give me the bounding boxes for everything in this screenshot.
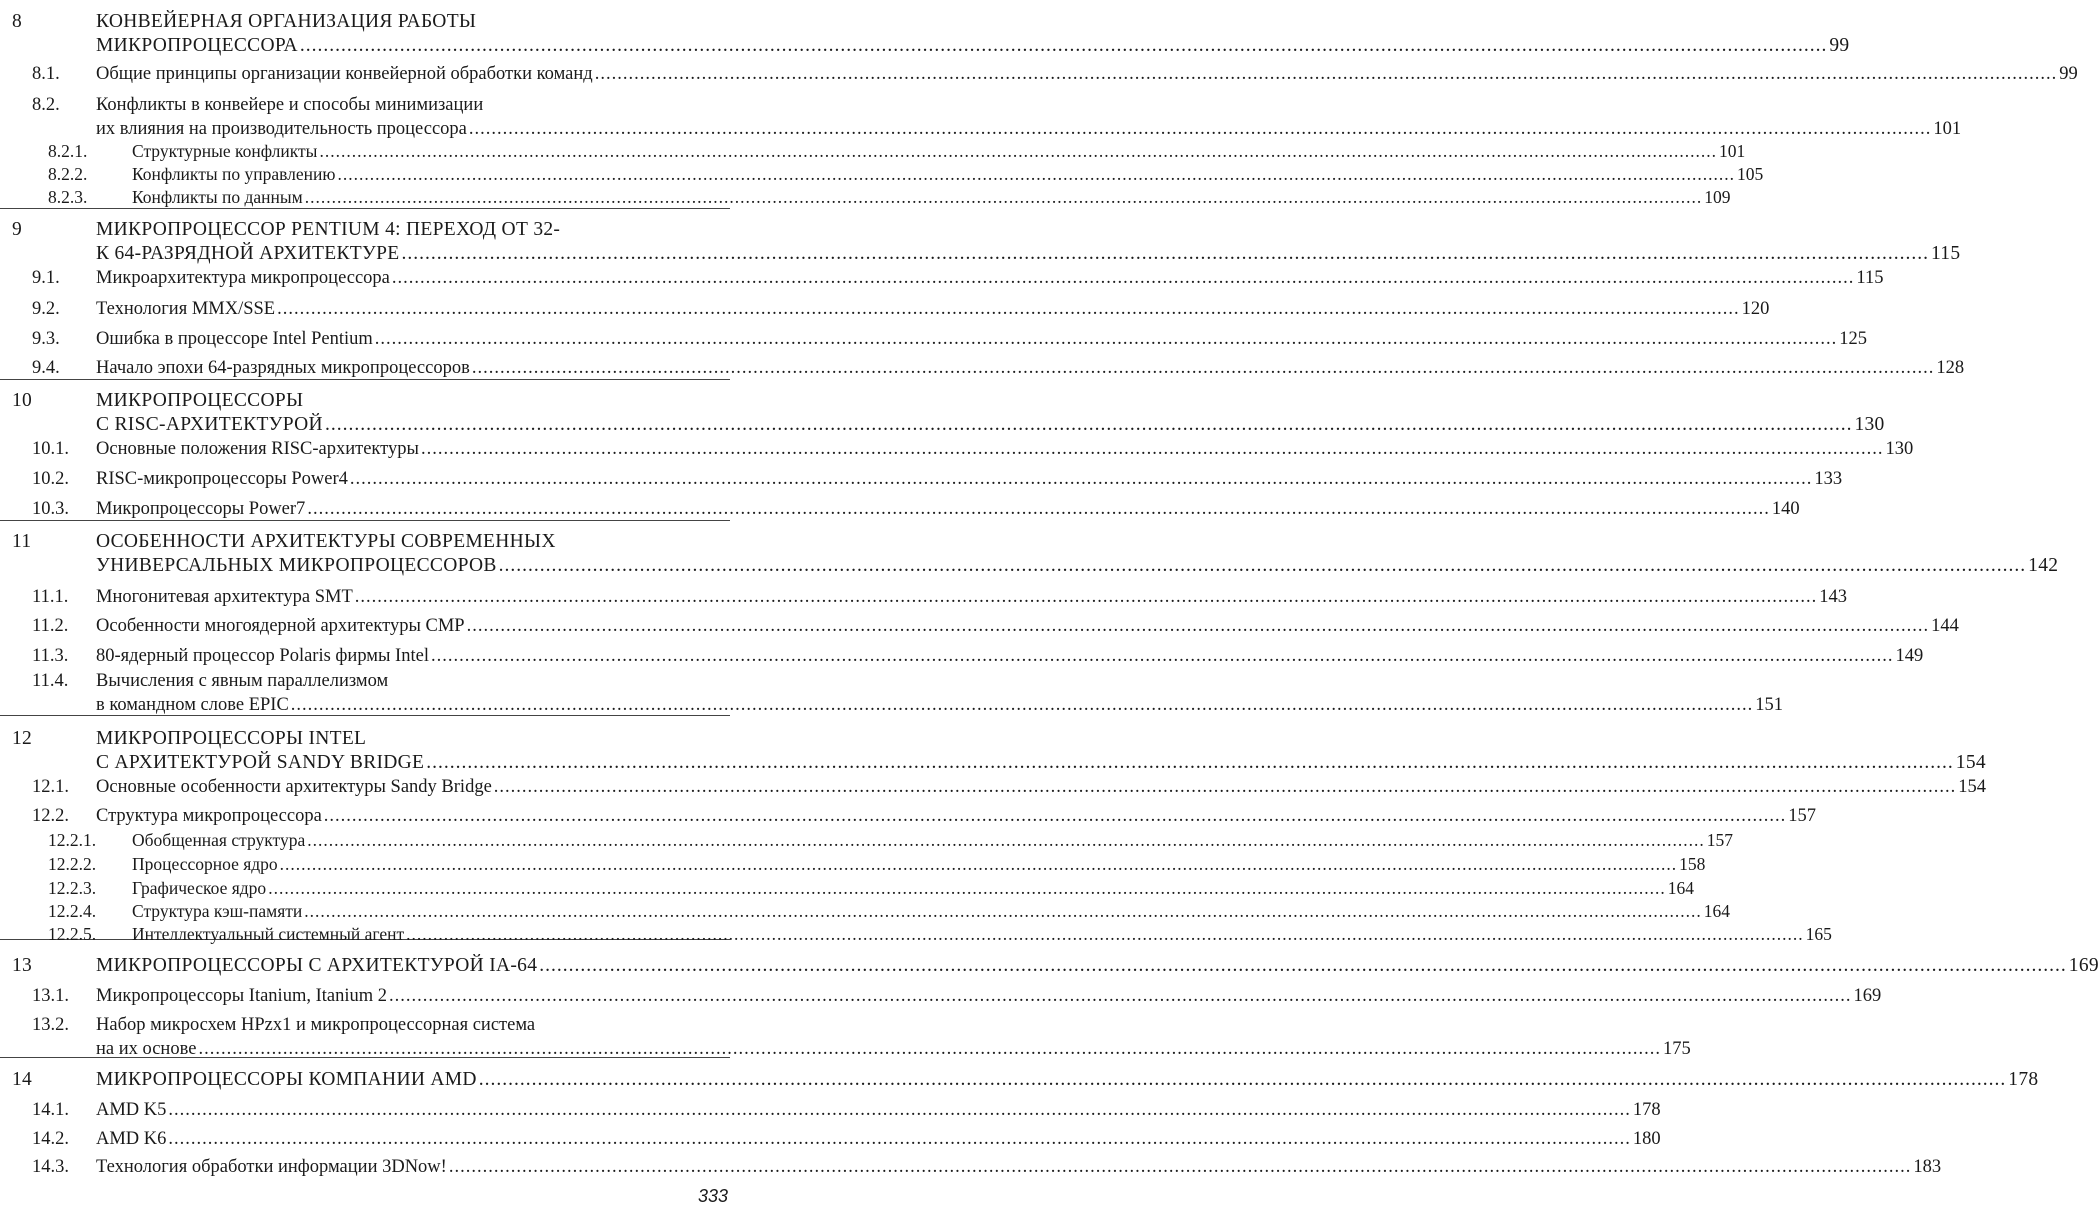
toc-entry-number: 13.2. [32,1015,69,1035]
toc-entry-title [96,497,1800,521]
toc-entry-line [0,266,1884,290]
toc-entry-line [0,62,2078,86]
toc-entry-line [0,899,1731,923]
toc-entry-page: 115 [1930,243,1961,264]
toc-entry-title-text: Конфликты в конвейере и способы минимизации [96,95,484,115]
toc-entry-title-text: МИКРОПРОЦЕССОРЫ КОМПАНИИ AMD [96,1069,477,1090]
toc-entry-title-text: Многонитевая архитектура SMT [96,587,353,607]
toc-entry-number: 13.1. [32,986,69,1006]
page-number: 333 [697,1186,728,1206]
toc-entry-number: 8.2.1. [48,141,88,161]
toc-entry-title [96,727,366,751]
toc-entry-title [96,804,1817,828]
toc-entry-title-text: Графическое ядро [132,878,267,898]
toc-entry-title [96,751,1986,775]
dot-leader: .................................................................................................................................................................................................................................................................... [401,243,1929,264]
dot-leader: .................................................................................................................................................................................................................................................................... [304,187,1703,207]
toc-entry-title-text: Технология MMX/SSE [96,299,276,319]
toc-entry-line [0,954,2099,978]
toc-entry-line [0,117,1962,141]
toc-entry-line [0,162,1764,186]
dot-leader: .................................................................................................................................................................................................................................................................... [304,901,1702,921]
toc-entry-page: 120 [1741,299,1770,319]
dot-leader: .................................................................................................................................................................................................................................................................... [493,777,1957,797]
dot-leader: .................................................................................................................................................................................................................................................................... [319,141,1717,161]
toc-entry-title-text: Структура кэш-памяти [132,901,303,921]
dot-leader: .................................................................................................................................................................................................................................................................... [420,439,1884,459]
toc-entry-page: 105 [1736,164,1764,184]
dot-leader: .................................................................................................................................................................................................................................................................... [471,358,1935,378]
toc-entry-number: 8 [12,11,23,32]
toc-entry-page: 157 [1788,806,1817,826]
toc-entry-title-text: Интеллектуальный системный агент [132,924,405,944]
toc-entry-page: 99 [1829,35,1850,56]
toc-entry-page: 183 [1913,1157,1942,1177]
toc-entry-title-text: RISC-микропроцессоры Power4 [96,469,348,489]
toc-entry-title [96,437,1914,461]
toc-entry-number: 11.4. [32,671,69,691]
toc-entry-page: 178 [1632,1100,1661,1120]
toc-entry-number: 8.2. [32,95,60,115]
toc-entry-title-text: Структура микропроцессора [96,806,322,826]
toc-entry-title-text: С АРХИТЕКТУРОЙ SANDY BRIDGE [96,752,425,773]
dot-leader: .................................................................................................................................................................................................................................................................... [277,299,1740,319]
toc-entry-number: 10 [12,390,33,411]
toc-entry-line [0,669,748,693]
toc-entry-title [96,62,2078,86]
toc-entry-title-text: МИКРОПРОЦЕССОРЫ [96,390,304,411]
toc-entry-title [96,242,1961,266]
toc-entry-number: 14.3. [32,1157,69,1177]
toc-entry-line [0,1127,1661,1151]
toc-entry-line [0,1037,1691,1061]
toc-entry-title-text: Ошибка в процессоре Intel Pentium [96,329,373,349]
toc-entry-title [96,389,303,413]
dot-leader: .................................................................................................................................................................................................................................................................... [198,1039,1661,1059]
toc-entry-page: 164 [1703,901,1731,921]
dot-leader: .................................................................................................................................................................................................................................................................... [168,1100,1631,1120]
dot-leader: .................................................................................................................................................................................................................................................................... [290,695,1754,715]
toc-entry-title-text: 80-ядерный процессор Polaris фирмы Intel [96,646,429,666]
toc-entry-number: 12.2.2. [48,854,97,874]
toc-entry-page: 101 [1933,119,1962,139]
toc-entry-title [132,922,1832,946]
toc-entry-title-text: Технология обработки информации 3DNow! [96,1157,447,1177]
toc-entry-number: 9.1. [32,268,60,288]
toc-entry-line [0,10,748,34]
toc-entry-title-text: К 64-РАЗРЯДНОЙ АРХИТЕКТУРЕ [96,243,400,264]
toc-entry-page: 178 [2008,1069,2039,1090]
toc-entry-title [132,899,1731,923]
dot-leader: .................................................................................................................................................................................................................................................................... [307,499,1770,519]
toc-entry-number: 9 [12,219,23,240]
toc-entry-title-text: Микроархитектура микропроцессора [96,268,390,288]
toc-entry-title [96,1127,1661,1151]
toc-entry-line [0,585,1848,609]
toc-entry-number: 9.4. [32,358,60,378]
toc-entry-title-text: AMD K6 [96,1129,167,1149]
toc-entry-title-text: МИКРОПРОЦЕССОР PENTIUM 4: ПЕРЕХОД ОТ 32- [96,219,561,240]
toc-entry-line [0,644,1924,668]
dot-leader: .................................................................................................................................................................................................................................................................... [539,955,2067,976]
dot-leader: .................................................................................................................................................................................................................................................................... [430,646,1894,666]
toc-entry-page: 180 [1632,1129,1661,1149]
toc-entry-line [0,876,1694,900]
toc-entry-title-text: МИКРОПРОЦЕССОРЫ INTEL [96,728,367,749]
toc-entry-number: 8.1. [32,64,60,84]
toc-entry-title-text: в командном слове EPIC [96,695,289,715]
toc-entry-page: 169 [2068,955,2099,976]
toc-entry-number: 12.2.3. [48,878,97,898]
toc-entry-title [96,554,2059,578]
toc-entry-number: 12.2.1. [48,830,97,850]
toc-entry-line [0,297,1770,321]
toc-entry-title-text: AMD K5 [96,1100,167,1120]
toc-entry-line [0,775,1987,799]
toc-entry-number: 12.2. [32,806,69,826]
toc-entry-title-text: Структурные конфликты [132,141,318,161]
toc-entry-line [0,93,748,117]
toc-entry-page: 151 [1755,695,1784,715]
dot-leader: .................................................................................................................................................................................................................................................................... [337,164,1735,184]
toc-entry-page: 149 [1895,646,1924,666]
toc-entry-title [96,644,1924,668]
toc-entry-line [0,242,1961,266]
dot-leader: .................................................................................................................................................................................................................................................................... [426,752,1954,773]
toc-entry-line [0,139,1746,163]
dot-leader: .................................................................................................................................................................................................................................................................... [389,986,1852,1006]
toc-entry-title-text: Набор микросхем HPzx1 и микропроцессорная система [96,1015,536,1035]
toc-entry-title-text: Конфликты по управлению [132,164,336,184]
toc-entry-page: 99 [2059,64,2078,84]
toc-entry-line [0,727,748,751]
dot-leader: .................................................................................................................................................................................................................................................................... [168,1129,1631,1149]
toc-entry-title [96,10,476,34]
dot-leader: .................................................................................................................................................................................................................................................................... [478,1069,2007,1090]
toc-entry-page: 144 [1931,616,1959,636]
toc-entry-number: 10.3. [32,499,69,519]
toc-entry-line [0,185,1731,209]
toc-entry-title [96,669,388,693]
dot-leader: .................................................................................................................................................................................................................................................................... [324,414,1853,435]
toc-entry-title [96,954,2099,978]
toc-entry-line [0,467,1843,491]
toc-entry-title [96,356,1965,380]
dot-leader: .................................................................................................................................................................................................................................................................... [307,830,1705,850]
toc-entry-page: 125 [1839,329,1868,349]
toc-entry-number: 12 [12,728,33,749]
toc-entry-title [96,1155,1942,1179]
toc-entry-title-text: УНИВЕРСАЛЬНЫХ МИКРОПРОЦЕССОРОВ [96,555,497,576]
toc-entry-line [0,852,1706,876]
toc-entry-title [132,185,1731,209]
toc-entry-title-text: Обобщенная структура [132,830,306,850]
toc-entry-title-text: Процессорное ядро [132,854,278,874]
dot-leader: .................................................................................................................................................................................................................................................................... [279,854,1678,874]
toc-entry-title-text: Конфликты по данным [132,187,303,207]
toc-entry-number: 14.1. [32,1100,69,1120]
toc-entry-line [0,34,1850,58]
toc-entry-title [132,852,1706,876]
toc-entry-line [0,327,1868,351]
toc-entry-title [132,162,1764,186]
toc-entry-title [96,117,1962,141]
toc-entry-page: 165 [1805,924,1832,944]
toc-entry-title [96,984,1882,1008]
toc-entry-title-text: их влияния на производительность процессора [96,119,467,139]
toc-entry-number: 11 [12,531,32,552]
dot-leader: .................................................................................................................................................................................................................................................................... [498,555,2027,576]
toc-entry-line [0,530,748,554]
toc-entry-line [0,751,1986,775]
toc-entry-title [96,530,556,554]
toc-entry-title [96,266,1884,290]
toc-entry-page: 140 [1771,499,1800,519]
toc-entry-title-text: ОСОБЕННОСТИ АРХИТЕКТУРЫ СОВРЕМЕННЫХ [96,531,556,552]
toc-entry-title [96,93,483,117]
toc-entry-title-text: Вычисления с явным параллелизмом [96,671,389,691]
toc-entry-number: 8.2.3. [48,187,88,207]
toc-entry-title-text: Общие принципы организации конвейерной обработки команд [96,64,593,84]
toc-entry-title-text: МИКРОПРОЦЕССОРЫ С АРХИТЕКТУРОЙ IA-64 [96,955,538,976]
dot-leader: .................................................................................................................................................................................................................................................................... [594,64,2058,84]
toc-entry-number: 14.2. [32,1129,69,1149]
toc-entry-title [132,876,1694,900]
toc-entry-title-text: КОНВЕЙЕРНАЯ ОРГАНИЗАЦИЯ РАБОТЫ [96,11,477,32]
toc-entry-page: 130 [1854,414,1885,435]
toc-entry-line [0,497,1800,521]
toc-entry-title-text: Микропроцессоры Power7 [96,499,306,519]
toc-entry-title-text: С RISC-АРХИТЕКТУРОЙ [96,414,323,435]
toc-entry-title-text: Начало эпохи 64-разрядных микропроцессоров [96,358,470,378]
toc-entry-number: 12.1. [32,777,69,797]
toc-entry-number: 9.3. [32,329,60,349]
toc-entry-title [96,218,560,242]
toc-entry-line [0,1013,748,1037]
toc-entry-line [0,614,1959,638]
dot-leader: .................................................................................................................................................................................................................................................................... [391,268,1855,288]
toc-entry-page: 154 [1955,752,1986,773]
toc-entry-page: 115 [1856,268,1884,288]
dot-leader: .................................................................................................................................................................................................................................................................... [406,924,1804,944]
toc-entry-page: 143 [1819,587,1848,607]
toc-entry-title [132,828,1733,852]
toc-entry-number: 11.1. [32,587,69,607]
dot-leader: .................................................................................................................................................................................................................................................................... [374,329,1838,349]
toc-entry-line [0,1155,1942,1179]
toc-entry-title [96,297,1770,321]
toc-entry-line [0,922,1832,946]
dot-leader: .................................................................................................................................................................................................................................................................... [466,616,1930,636]
toc-entry-line [0,804,1817,828]
toc-entry-line [0,1068,2039,1092]
dot-leader: .................................................................................................................................................................................................................................................................... [354,587,1818,607]
dot-leader: .................................................................................................................................................................................................................................................................... [349,469,1813,489]
toc-entry-title [132,139,1746,163]
toc-entry-page: 175 [1662,1039,1691,1059]
toc-entry-line [0,437,1914,461]
toc-entry-line [0,1098,1661,1122]
toc-entry-page: 128 [1936,358,1965,378]
toc-entry-title [96,1068,2039,1092]
toc-entry-title [96,467,1843,491]
toc-entry-line [0,389,748,413]
toc-entry-line [0,356,1965,380]
toc-entry-title-text: МИКРОПРОЦЕССОРА [96,35,298,56]
toc-entry-number: 9.2. [32,299,60,319]
toc-entry-page: 133 [1814,469,1843,489]
toc-entry-title-text: Микропроцессоры Itanium, Itanium 2 [96,986,387,1006]
toc-entry-number: 14 [12,1069,33,1090]
toc-entry-title [96,1037,1691,1061]
toc-entry-title [96,614,1959,638]
toc-entry-page: 101 [1718,141,1746,161]
toc-entry-page: 157 [1706,830,1733,850]
toc-entry-line [0,218,748,242]
dot-leader: .................................................................................................................................................................................................................................................................... [448,1157,1912,1177]
toc-entry-title [96,693,1784,717]
toc-entry-title-text: Особенности многоядерной архитектуры CMP [96,616,465,636]
toc-entry-title-text: Основные положения RISC-архитектуры [96,439,419,459]
toc-entry-number: 11.2. [32,616,69,636]
toc-entry-number: 8.2.2. [48,164,88,184]
toc-entry-line [0,828,1733,852]
toc-entry-title-text: Основные особенности архитектуры Sandy Bridge [96,777,492,797]
toc-entry-line [0,413,1885,437]
dot-leader: .................................................................................................................................................................................................................................................................... [299,35,1828,56]
toc-entry-line [0,693,1784,717]
toc-entry-number: 10.1. [32,439,69,459]
toc-entry-line [0,554,2059,578]
toc-entry-page: 130 [1885,439,1914,459]
toc-entry-title [96,413,1885,437]
toc-entry-number: 12.2.5. [48,924,97,944]
toc-entry-page: 154 [1958,777,1987,797]
toc-entry-page: 158 [1679,854,1706,874]
toc-entry-line [0,984,1882,1008]
dot-leader: .................................................................................................................................................................................................................................................................... [268,878,1666,898]
toc-entry-page: 164 [1667,878,1694,898]
toc-entry-title [96,327,1868,351]
toc-entry-title [96,1013,535,1037]
toc-entry-page: 142 [2028,555,2059,576]
toc-entry-number: 11.3. [32,646,69,666]
dot-leader: .................................................................................................................................................................................................................................................................... [468,119,1932,139]
toc-entry-title-text: на их основе [96,1039,197,1059]
toc-entry-title [96,34,1850,58]
toc-entry-title [96,775,1987,799]
dot-leader: .................................................................................................................................................................................................................................................................... [323,806,1787,826]
toc-entry-page: 169 [1853,986,1882,1006]
toc-entry-title [96,585,1848,609]
toc-entry-number: 13 [12,955,33,976]
toc-entry-page: 109 [1704,187,1731,207]
toc-entry-number: 12.2.4. [48,901,97,921]
toc-entry-title [96,1098,1661,1122]
toc-entry-number: 10.2. [32,469,69,489]
